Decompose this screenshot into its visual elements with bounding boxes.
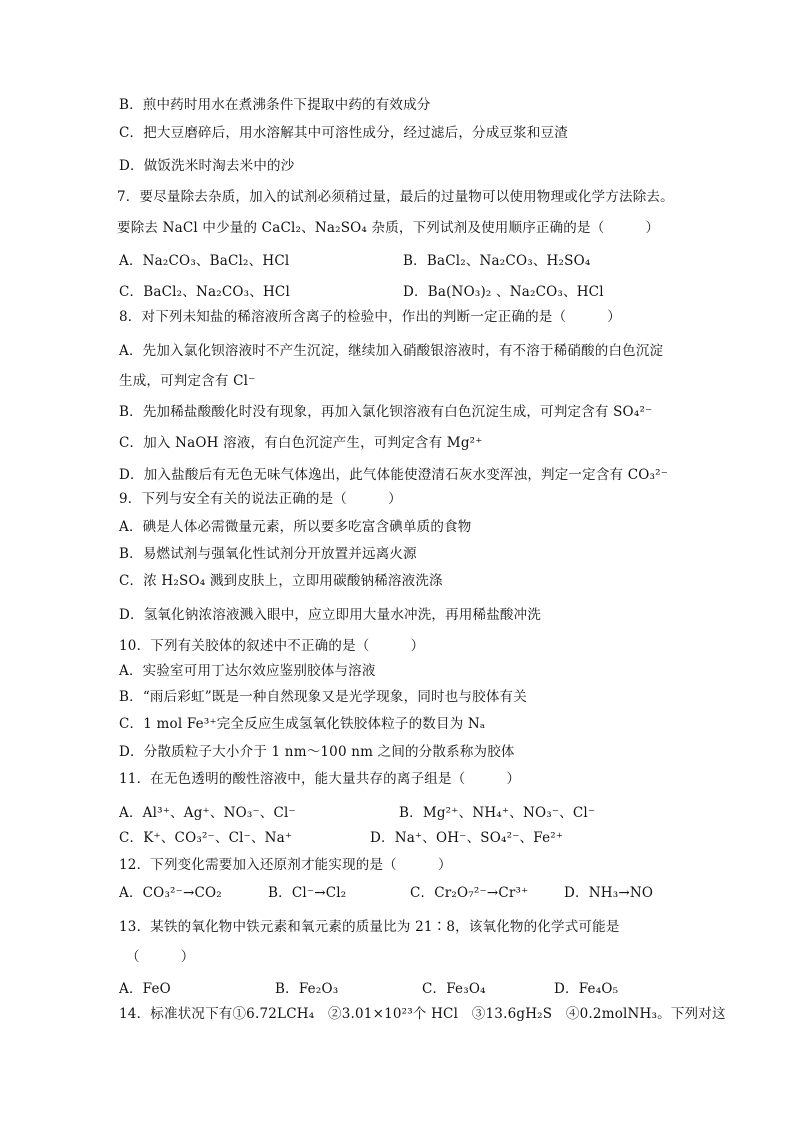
q6-option-b: B．煎中药时用水在煮沸条件下提取中药的有效成分 [119, 97, 431, 113]
q7-option-b: B．BaCl₂、Na₂CO₃、H₂SO₄ [403, 253, 591, 269]
q13-stem-line2: （ ） [126, 949, 195, 965]
q11-option-a: A．Al³⁺、Ag⁺、NO₃⁻、Cl⁻ [119, 805, 296, 821]
q8-option-c: C．加入 NaOH 溶液，有白色沉淀产生，可判定含有 Mg²⁺ [119, 435, 483, 451]
q9-option-d: D．氢氧化钠浓溶液溅入眼中，应立即用大量水冲洗，再用稀盐酸冲洗 [119, 607, 542, 623]
q9-stem: 9．下列与安全有关的说法正确的是（ ） [119, 491, 402, 507]
q9-option-b: B．易燃试剂与强氧化性试剂分开放置并远离火源 [119, 546, 417, 562]
q12-stem: 12．下列变化需要加入还原剂才能实现的是（ ） [119, 857, 452, 873]
q7-option-c: C．BaCl₂、Na₂CO₃、HCl [119, 284, 290, 300]
q10-option-b: B．“雨后彩虹”既是一种自然现象又是光学现象，同时也与胶体有关 [119, 689, 527, 705]
q11-option-d: D．Na⁺、OH⁻、SO₄²⁻、Fe²⁺ [370, 830, 564, 846]
q9-option-c: C．浓 H₂SO₄ 溅到皮肤上，立即用碳酸钠稀溶液洗涤 [119, 573, 443, 589]
q9-option-a: A．碘是人体必需微量元素，所以要多吃富含碘单质的食物 [119, 519, 472, 535]
q11-option-c: C．K⁺、CO₃²⁻、Cl⁻、Na⁺ [119, 830, 293, 846]
q13-option-c: C．Fe₃O₄ [422, 981, 486, 997]
q6-option-d: D．做饭洗米时淘去米中的沙 [119, 158, 295, 174]
q10-option-c: C．1 mol Fe³⁺完全反应生成氢氧化铁胶体粒子的数目为 Nₐ [119, 716, 486, 732]
q12-option-c: C．Cr₂O₇²⁻→Cr³⁺ [410, 885, 529, 901]
q7-stem-line1: 7．要尽量除去杂质，加入的试剂必须稍过量，最后的过量物可以使用物理或化学方法除去。 [117, 189, 674, 205]
q13-option-a: A．FeO [119, 981, 171, 997]
q8-stem: 8．对下列未知盐的稀溶液所含离子的检验中，作出的判断一定正确的是（ ） [119, 309, 621, 325]
q8-option-a-line2: 生成，可判定含有 Cl⁻ [119, 373, 256, 389]
q12-option-d: D．NH₃→NO [564, 885, 654, 901]
q7-option-a: A．Na₂CO₃、BaCl₂、HCl [119, 253, 290, 269]
q10-option-a: A．实验室可用丁达尔效应鉴别胶体与溶液 [119, 663, 376, 679]
q13-option-b: B．Fe₂O₃ [275, 981, 339, 997]
q8-option-d: D．加入盐酸后有无色无味气体逸出，此气体能使澄清石灰水变浑浊，判定一定含有 CO₃²⁻ [119, 467, 669, 483]
q7-stem-line2: 要除去 NaCl 中少量的 CaCl₂、Na₂SO₄ 杂质，下列试剂及使用顺序正确的是（ ） [117, 220, 660, 236]
q12-option-b: B．Cl⁻→Cl₂ [268, 885, 347, 901]
q13-option-d: D．Fe₄O₅ [554, 981, 619, 997]
q11-stem: 11．在无色透明的酸性溶液中，能大量共存的离子组是（ ） [119, 771, 521, 787]
q7-option-d: D．Ba(NO₃)₂ 、Na₂CO₃、HCl [403, 284, 604, 300]
q6-option-c: C．把大豆磨碎后，用水溶解其中可溶性成分，经过滤后，分成豆浆和豆渣 [119, 125, 568, 141]
q10-stem: 10．下列有关胶体的叙述中不正确的是（ ） [119, 638, 425, 654]
q12-option-a: A．CO₃²⁻→CO₂ [119, 885, 222, 901]
q8-option-a-line1: A．先加入氯化钡溶液时不产生沉淀，继续加入硝酸银溶液时，有不溶于稀硝酸的白色沉淀 [119, 343, 664, 359]
q8-option-b: B．先加稀盐酸酸化时没有现象，再加入氯化钡溶液有白色沉淀生成，可判定含有 SO₄²⁻ [119, 404, 653, 420]
q10-option-d: D．分散质粒子大小介于 1 nm～100 nm 之间的分散系称为胶体 [119, 744, 515, 760]
q14-stem: 14．标准状况下有①6.72LCH₄ ②3.01×10²³个 HCl ③13.6gH₂S ④0.2molNH₃。下列对这 [119, 1006, 726, 1022]
q13-stem-line1: 13．某铁的氧化物中铁元素和氧元素的质量比为 21∶8，该氧化物的化学式可能是 [119, 919, 620, 935]
q11-option-b: B．Mg²⁺、NH₄⁺、NO₃⁻、Cl⁻ [399, 805, 596, 821]
